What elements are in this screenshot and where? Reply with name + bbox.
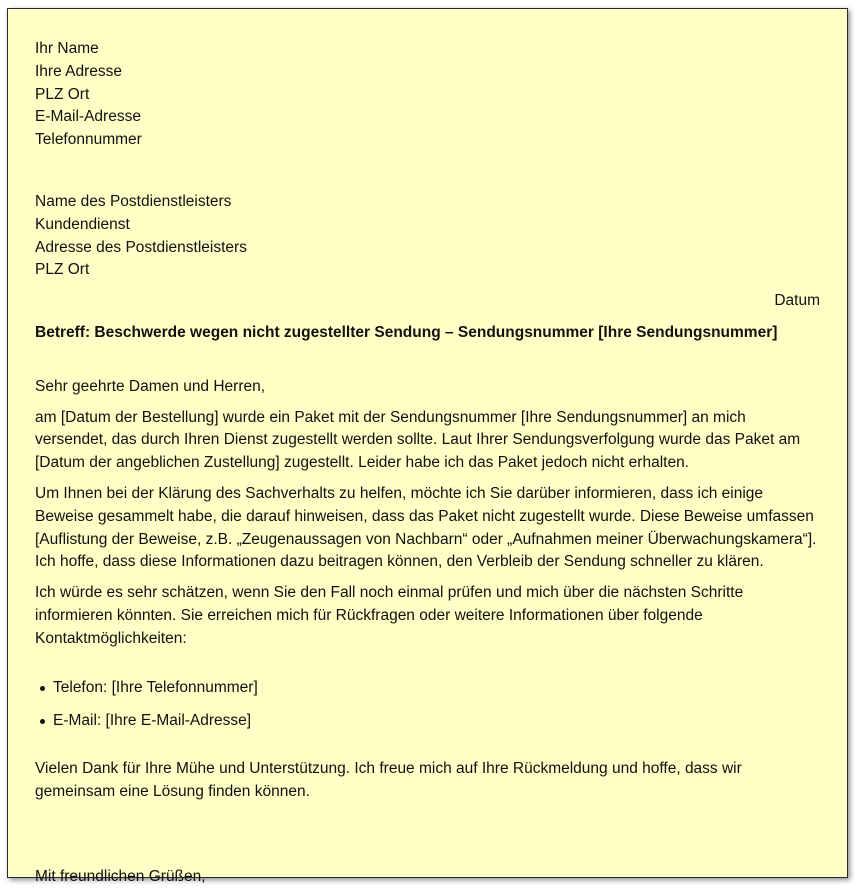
- sender-phone: Telefonnummer: [35, 131, 142, 149]
- contact-phone: Telefon: [Ihre Telefonnummer]: [53, 678, 258, 696]
- body-paragraph-3: Ich würde es sehr schätzen, wenn Sie den Fall noch einmal prüfen und mich über die nächsten Schritte informieren könnten. Sie erreichen mich für Rückfragen oder weitere Informationen über folgende Kontaktmöglichkeiten:: [35, 584, 744, 647]
- recipient-city: PLZ Ort: [35, 261, 90, 279]
- closing-line: Mit freundlichen Grüßen,: [35, 867, 206, 885]
- sender-address: [35, 38, 820, 152]
- recipient-street: Adresse des Postdienstleisters: [35, 238, 247, 256]
- sender-name: Ihr Name: [35, 40, 99, 57]
- letter-date: Datum: [774, 292, 820, 310]
- list-item: [35, 677, 820, 700]
- bullet-icon: [40, 686, 45, 691]
- subject-line: Betreff: Beschwerde wegen nicht zugestellter Sendung – Sendungsnummer [Ihre Sendungsnummer]: [35, 323, 778, 341]
- letter-page: [7, 8, 848, 885]
- contact-email: E-Mail: [Ihre E-Mail-Adresse]: [53, 712, 252, 730]
- recipient-department: Kundendienst: [35, 215, 130, 233]
- recipient-name: Name des Postdienstleisters: [35, 192, 232, 210]
- sender-city: PLZ Ort: [35, 85, 90, 103]
- bullet-icon: [40, 719, 45, 724]
- body-paragraph-2: Um Ihnen bei der Klärung des Sachverhalts zu helfen, möchte ich Sie darüber informieren, dass ich einige Beweise gesammelt habe, die darauf hinweisen, dass das Paket nicht zugestellt wurde. Diese Beweise umfassen [Auflistung der Beweise, z.B. „Zeugenaussagen von Nachbarn“ oder „Aufnahmen meiner Überwachungskamera“]. Ich hoffe, dass diese Informationen dazu beitragen können, den Verbleib der Sendung schneller zu klären.: [35, 484, 817, 571]
- sender-street: Ihre Adresse: [35, 62, 123, 80]
- thanks-paragraph: Vielen Dank für Ihre Mühe und Unterstützung. Ich freue mich auf Ihre Rückmeldung und hoffe, dass wir gemeinsam eine Lösung finden können.: [35, 760, 742, 800]
- contact-list: [35, 677, 820, 734]
- sender-email: E-Mail-Adresse: [35, 108, 141, 126]
- body-paragraph-1: am [Datum der Bestellung] wurde ein Paket mit der Sendungsnummer [Ihre Sendungsnummer] an mich versendet, das durch Ihren Dienst zugestellt werden sollte. Laut Ihrer Sendungsverfolgung wurde das Paket am [Datum der angeblichen Zustellung] zugestellt. Leider habe ich das Paket jedoch nicht erhalten.: [35, 408, 801, 472]
- recipient-address: [35, 191, 820, 282]
- list-item: [35, 710, 820, 733]
- salutation: Sehr geehrte Damen und Herren,: [35, 377, 266, 395]
